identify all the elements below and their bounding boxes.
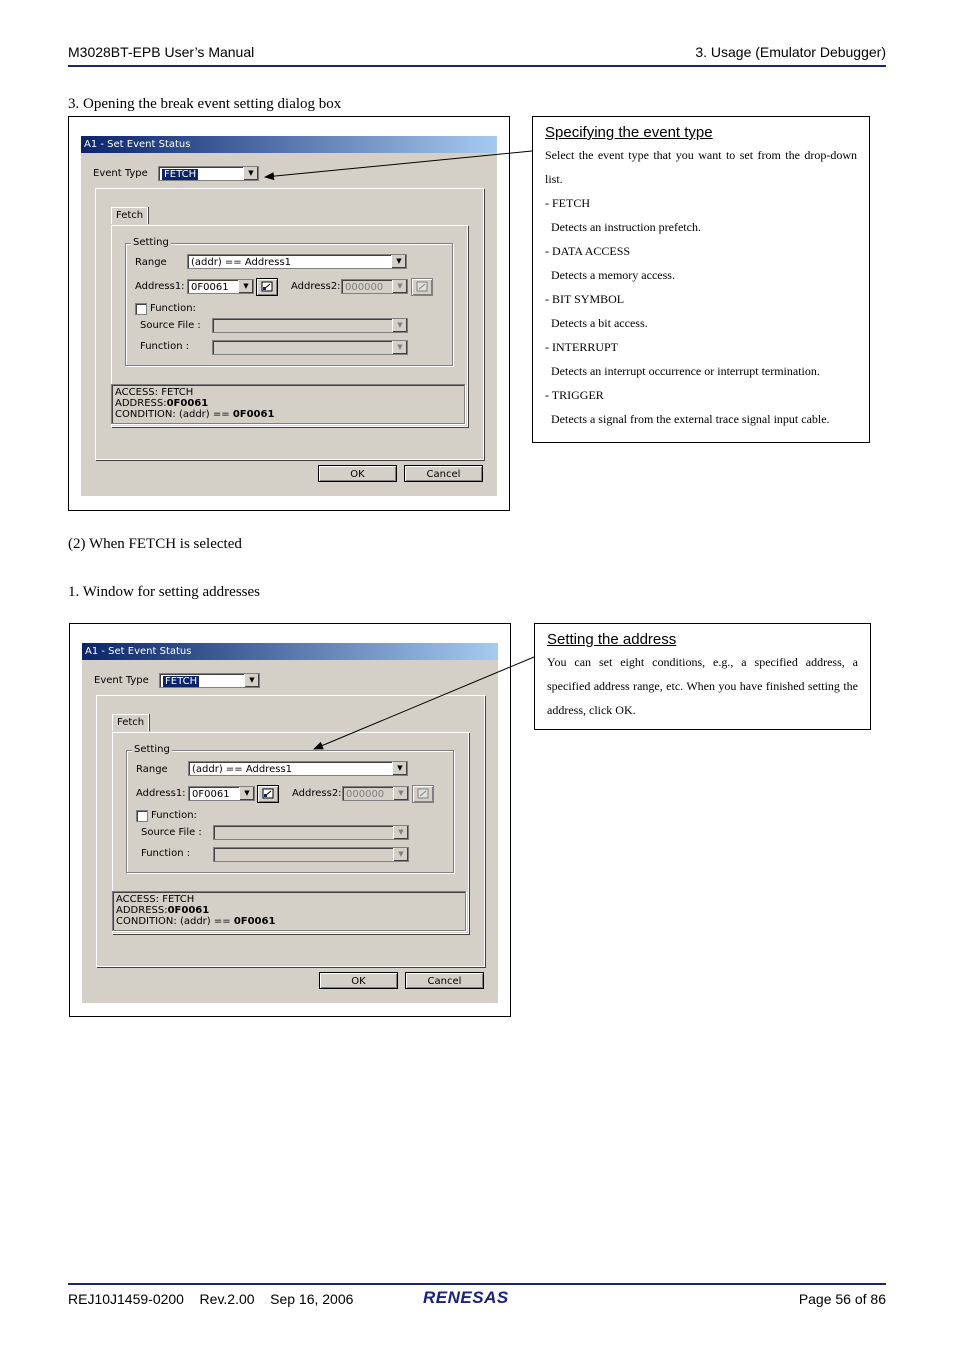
source-file-label: Source File : <box>140 320 201 331</box>
tab-fetch[interactable]: Fetch <box>112 714 149 731</box>
function-checkbox[interactable] <box>136 810 148 822</box>
footer-date: Sep 16, 2006 <box>270 1291 354 1307</box>
function-check-label: Function: <box>151 810 197 821</box>
cancel-button[interactable]: Cancel <box>404 465 483 482</box>
dialog-window <box>81 136 497 496</box>
status-address-label: ADDRESS: <box>115 398 167 409</box>
source-file-label: Source File : <box>141 827 202 838</box>
address2-browse-button[interactable] <box>411 278 433 296</box>
chevron-down-icon[interactable]: ▼ <box>393 826 408 839</box>
caption-fetch-selected: (2) When FETCH is selected <box>68 536 242 552</box>
address1-label: Address1: <box>135 281 185 292</box>
callout-address-body: You can set eight conditions, e.g., a specified address, a specified address range, etc. When you have finished setting the address, click OK. <box>547 655 858 717</box>
event-type-value: FETCH <box>165 676 198 687</box>
event-item-desc: Detects an instruction prefetch. <box>551 220 701 234</box>
range-select[interactable] <box>188 761 408 776</box>
footer-page: Page 56 of 86 <box>798 1291 886 1307</box>
status-line-1: ACCESS: FETCH <box>116 894 195 905</box>
status-condition-label: CONDITION: (addr) == <box>115 409 230 420</box>
renesas-logo: RENESAS <box>423 1288 509 1307</box>
figure-2-frame <box>69 623 511 1017</box>
symbol-browse-icon <box>258 786 278 802</box>
address2-browse-button[interactable] <box>412 785 434 803</box>
cancel-button[interactable]: Cancel <box>405 972 484 989</box>
header-left: M3028BT-EPB User’s Manual <box>68 44 255 60</box>
event-type-label: Event Type <box>93 168 148 179</box>
address1-browse-button[interactable] <box>257 785 279 803</box>
chevron-down-icon[interactable]: ▼ <box>244 674 259 687</box>
address1-value: 0F0061 <box>192 789 230 800</box>
function-label: Function : <box>140 341 190 352</box>
range-value: (addr) == Address1 <box>192 764 293 775</box>
address2-label: Address2: <box>291 281 341 292</box>
chevron-down-icon[interactable]: ▼ <box>392 280 407 293</box>
condition-summary <box>111 384 465 424</box>
address2-select[interactable] <box>342 786 409 801</box>
address2-value: 000000 <box>346 789 385 800</box>
chevron-down-icon[interactable]: ▼ <box>392 762 407 775</box>
event-item-name: - BIT SYMBOL <box>545 292 625 306</box>
tab-fetch[interactable]: Fetch <box>111 207 148 224</box>
status-line-2 <box>115 398 461 409</box>
symbol-browse-icon <box>413 786 433 802</box>
symbol-browse-icon <box>257 279 277 295</box>
address1-value: 0F0061 <box>191 282 229 293</box>
range-select[interactable] <box>187 254 407 269</box>
figure-1-frame <box>68 116 510 511</box>
status-condition-value: 0F0061 <box>232 409 275 420</box>
function-check-label: Function: <box>150 303 196 314</box>
ok-button[interactable]: OK <box>318 465 397 482</box>
address2-select[interactable] <box>341 279 408 294</box>
caption-step1: 1. Window for setting addresses <box>68 584 261 600</box>
chevron-down-icon[interactable]: ▼ <box>393 848 408 861</box>
chevron-down-icon[interactable]: ▼ <box>393 787 408 800</box>
function-checkbox[interactable] <box>135 303 147 315</box>
header-right: 3. Usage (Emulator Debugger) <box>695 44 886 60</box>
ok-button[interactable]: OK <box>319 972 398 989</box>
callout-event-type <box>532 116 870 443</box>
range-label: Range <box>135 257 167 268</box>
event-item-name: - TRIGGER <box>545 388 604 402</box>
dialog-title: A1 - Set Event Status <box>82 643 498 660</box>
footer-doc-info <box>68 1291 353 1307</box>
callout-address-title: Setting the address <box>547 631 677 648</box>
footer-doc-number: REJ10J1459-0200 <box>68 1291 184 1307</box>
header-rule <box>68 65 886 67</box>
status-line-2 <box>116 905 462 916</box>
function-label: Function : <box>141 848 191 859</box>
footer-rule <box>68 1283 886 1285</box>
address1-label: Address1: <box>136 788 186 799</box>
range-value: (addr) == Address1 <box>191 257 292 268</box>
status-line-3 <box>116 916 462 927</box>
chevron-down-icon[interactable]: ▼ <box>392 319 407 332</box>
chevron-down-icon[interactable]: ▼ <box>238 280 253 293</box>
status-line-1: ACCESS: FETCH <box>115 387 194 398</box>
event-type-select[interactable] <box>159 673 260 688</box>
chevron-down-icon[interactable]: ▼ <box>392 341 407 354</box>
setting-group-label: Setting <box>133 237 169 248</box>
event-type-select[interactable] <box>158 166 259 181</box>
source-file-select[interactable] <box>212 318 408 333</box>
address2-value: 000000 <box>345 282 384 293</box>
callout-address <box>534 623 871 730</box>
event-item-desc: Detects an interrupt occurrence or interrupt termination. <box>551 364 820 378</box>
event-item-desc: Detects a memory access. <box>551 268 675 282</box>
address1-browse-button[interactable] <box>256 278 278 296</box>
event-item-name: - INTERRUPT <box>545 340 618 354</box>
dialog-window <box>82 643 498 1003</box>
status-condition-value: 0F0061 <box>233 916 276 927</box>
callout-event-type-title: Specifying the event type <box>545 124 713 141</box>
event-type-value: FETCH <box>164 169 197 180</box>
status-condition-label: CONDITION: (addr) == <box>116 916 231 927</box>
status-address-label: ADDRESS: <box>116 905 168 916</box>
function-select[interactable] <box>212 340 408 355</box>
source-file-select[interactable] <box>213 825 409 840</box>
chevron-down-icon[interactable]: ▼ <box>391 255 406 268</box>
callout-event-type-intro: Select the event type that you want to set from the drop-down list. <box>545 148 857 186</box>
footer-revision: Rev.2.00 <box>199 1291 255 1307</box>
event-item-desc: Detects a signal from the external trace signal input cable. <box>551 412 830 426</box>
function-select[interactable] <box>213 847 409 862</box>
status-address-value: 0F0061 <box>167 905 210 916</box>
address1-select[interactable] <box>188 786 255 801</box>
status-address-value: 0F0061 <box>166 398 209 409</box>
chevron-down-icon[interactable]: ▼ <box>239 787 254 800</box>
event-item-desc: Detects a bit access. <box>551 316 648 330</box>
address2-label: Address2: <box>292 788 342 799</box>
setting-group-label: Setting <box>134 744 170 755</box>
caption-step3: 3. Opening the break event setting dialog box <box>68 96 342 112</box>
event-item-name: - FETCH <box>545 196 590 210</box>
event-type-label: Event Type <box>94 675 149 686</box>
symbol-browse-icon <box>412 279 432 295</box>
event-item-name: - DATA ACCESS <box>545 244 631 258</box>
dialog-title: A1 - Set Event Status <box>81 136 497 153</box>
status-line-3 <box>115 409 461 420</box>
condition-summary <box>112 891 466 931</box>
chevron-down-icon[interactable]: ▼ <box>243 167 258 180</box>
address1-select[interactable] <box>187 279 254 294</box>
range-label: Range <box>136 764 168 775</box>
